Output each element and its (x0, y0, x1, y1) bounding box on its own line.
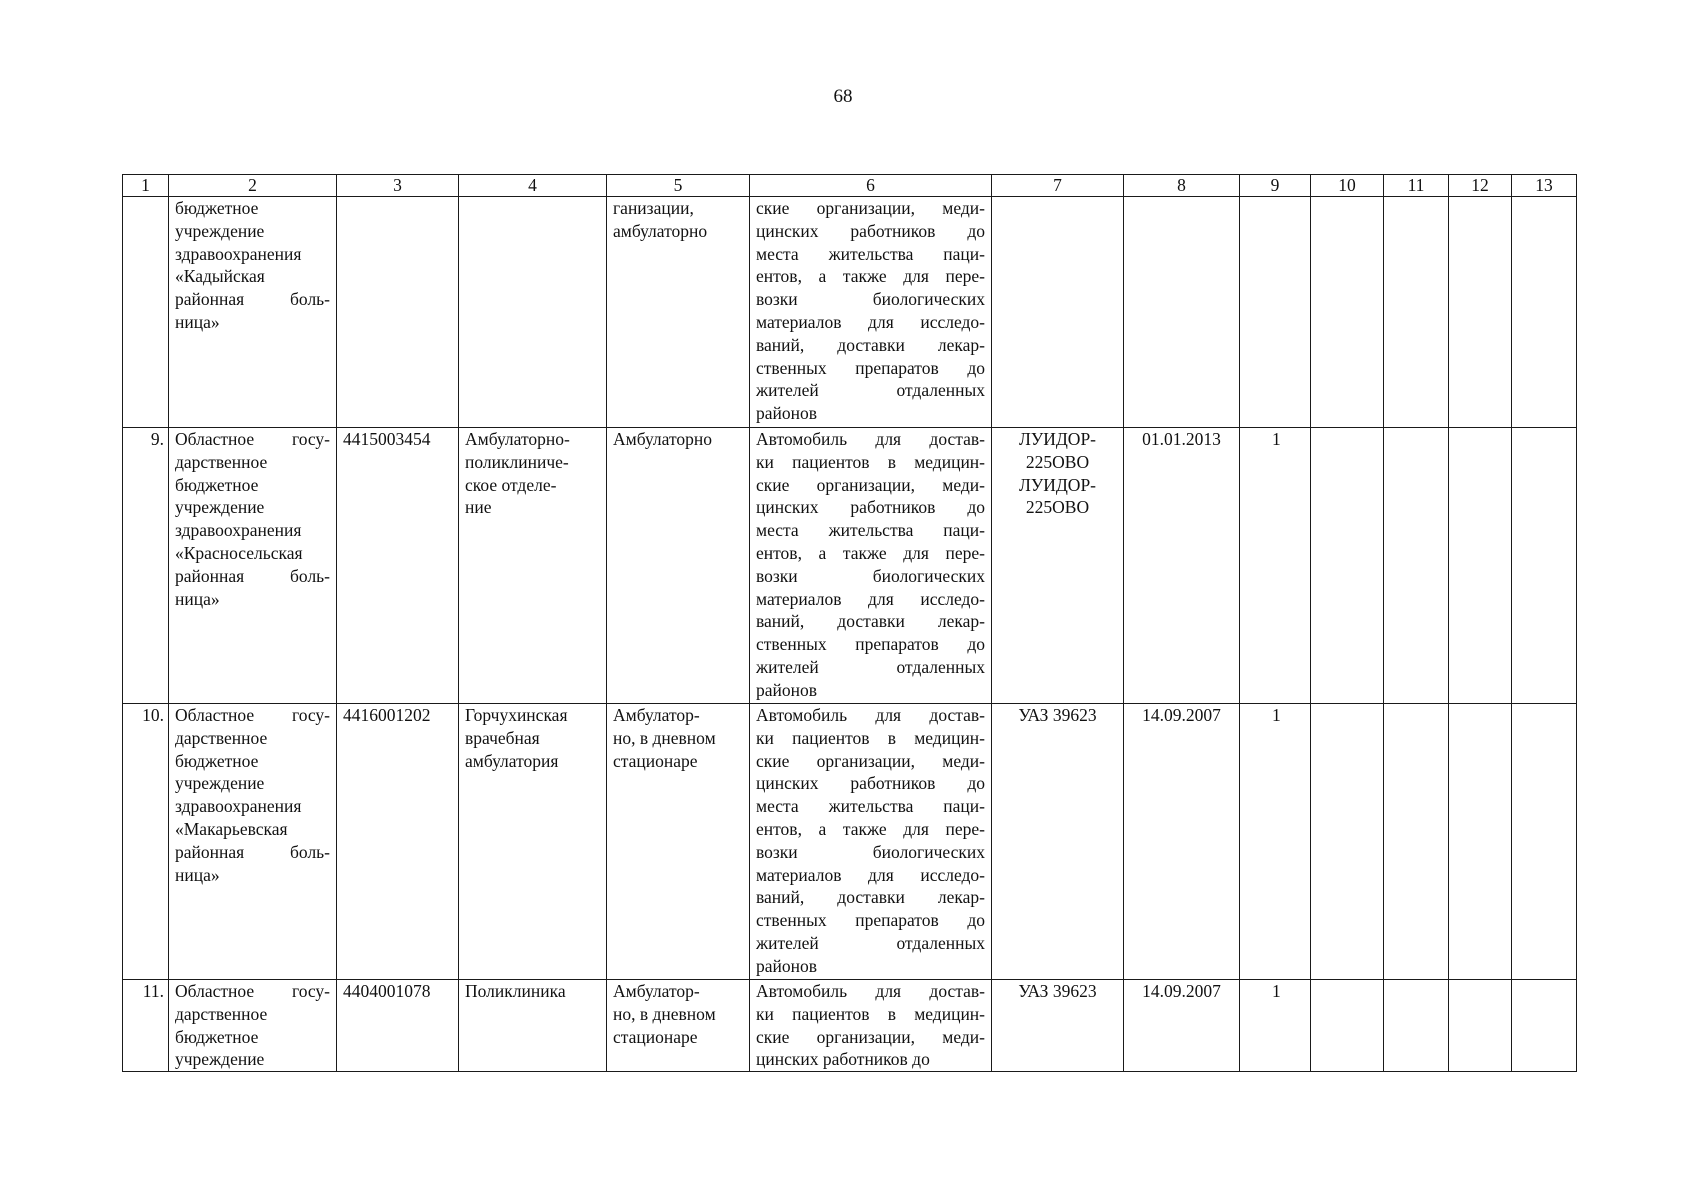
purpose-cell-line: ентов, а также для пере- (756, 266, 985, 287)
empty-cell (1384, 428, 1449, 704)
department-cell-line: амбулатория (465, 750, 559, 771)
organization-cell-line: бюджетное (175, 198, 259, 218)
purpose-cell-line: ские организации, меди- (756, 198, 985, 218)
vehicle-registry-table (122, 174, 1577, 1072)
count-cell-text: 1 (1272, 705, 1281, 725)
row-number-cell-text: 9. (150, 429, 164, 449)
empty-cell (1449, 704, 1512, 980)
department-cell (459, 980, 607, 1072)
purpose-cell-line: ские организации, меди- (756, 750, 985, 771)
column-number-header-row (123, 175, 1577, 197)
organization-cell (169, 428, 337, 704)
table-row (123, 704, 1577, 980)
purpose-cell-line: материалов для исследо- (756, 311, 985, 332)
column-number-header: 5 (607, 175, 750, 197)
organization-cell-line: районная боль- (175, 565, 330, 586)
organization-cell (169, 197, 337, 428)
vehicle-model-cell (992, 980, 1124, 1072)
conditions-cell-line: но, в дневном (613, 1003, 716, 1024)
empty-cell (1384, 197, 1449, 428)
organization-cell-line: «Кадыйская (175, 266, 265, 287)
purpose-cell-line: Автомобиль для достав- (756, 705, 985, 725)
purpose-cell (750, 980, 992, 1072)
conditions-cell (607, 428, 750, 704)
organization-cell-line: дарственное (175, 1003, 268, 1024)
organization-cell-line: Областное госу- (175, 429, 330, 449)
column-number-header: 9 (1240, 175, 1311, 197)
empty-cell (1311, 428, 1384, 704)
conditions-cell-line: Амбулаторно (613, 429, 713, 449)
organization-cell-line: учреждение (175, 497, 265, 518)
row-number-cell-text: 10. (142, 705, 164, 725)
organization-cell-line: ница» (175, 864, 220, 885)
purpose-cell-line: районов (756, 403, 818, 424)
vehicle-model-cell-line: 225ОВО (1025, 497, 1090, 518)
conditions-cell-line: амбулаторно (613, 220, 708, 241)
purpose-cell-line: Автомобиль для достав- (756, 429, 985, 449)
inn-cell-text: 4415003454 (343, 429, 431, 449)
vehicle-model-cell (992, 197, 1124, 428)
row-number-cell (123, 197, 169, 428)
purpose-cell-line: ентов, а также для пере- (756, 542, 985, 563)
purpose-cell (750, 428, 992, 704)
conditions-cell-line: ганизации, (613, 198, 694, 218)
purpose-cell-line: материалов для исследо- (756, 864, 985, 885)
row-number-cell (123, 428, 169, 704)
vehicle-model-cell-line: УАЗ 39623 (1018, 705, 1097, 725)
date-cell (1124, 428, 1240, 704)
purpose-cell-line: места жительства паци- (756, 520, 985, 541)
empty-cell (1311, 704, 1384, 980)
purpose-cell-line: места жительства паци- (756, 796, 985, 817)
inn-cell-text: 4416001202 (343, 705, 431, 725)
purpose-cell-line: ваний, доставки лекар- (756, 887, 985, 908)
department-cell (459, 197, 607, 428)
empty-cell (1311, 980, 1384, 1072)
department-cell-line: поликлиниче- (465, 451, 569, 472)
organization-cell-line: «Красносельская (175, 542, 303, 563)
count-cell-text: 1 (1272, 981, 1281, 1001)
inn-cell (337, 980, 459, 1072)
date-cell-text: 14.09.2007 (1142, 981, 1221, 1001)
empty-cell (1512, 428, 1577, 704)
purpose-cell-line: районов (756, 955, 818, 976)
purpose-cell (750, 197, 992, 428)
page-number: 68 (833, 86, 853, 107)
conditions-cell-line: но, в дневном (613, 727, 716, 748)
purpose-cell (750, 704, 992, 980)
purpose-cell-line: ские организации, меди- (756, 474, 985, 495)
purpose-cell-line: ки пациентов в медицин- (756, 727, 985, 748)
department-cell-line: Амбулаторно- (465, 429, 570, 449)
column-number-header: 13 (1512, 175, 1577, 197)
organization-cell-line: дарственное (175, 451, 268, 472)
vehicle-model-cell (992, 428, 1124, 704)
vehicle-model-cell-line: ЛУИДОР- (1018, 429, 1097, 449)
column-number-header: 8 (1124, 175, 1240, 197)
column-number-header: 2 (169, 175, 337, 197)
organization-cell-line: районная боль- (175, 841, 330, 862)
department-cell (459, 428, 607, 704)
organization-cell-line: «Макарьевская (175, 818, 288, 839)
inn-cell (337, 428, 459, 704)
conditions-cell (607, 704, 750, 980)
organization-cell-line: здравоохранения (175, 796, 302, 817)
date-cell (1124, 197, 1240, 428)
date-cell (1124, 980, 1240, 1072)
empty-cell (1512, 704, 1577, 980)
purpose-cell-line: цинских работников до (756, 220, 985, 241)
organization-cell-line: здравоохранения (175, 520, 302, 541)
purpose-cell-line: возки биологических (756, 841, 985, 862)
purpose-cell-line: жителей отдаленных (756, 932, 985, 953)
organization-cell (169, 704, 337, 980)
vehicle-model-cell-line: ЛУИДОР- (1018, 474, 1097, 495)
vehicle-model-cell-line: УАЗ 39623 (1018, 981, 1097, 1001)
conditions-cell-line: стационаре (613, 750, 698, 771)
department-cell-line: Поликлиника (465, 981, 566, 1001)
organization-cell-line: учреждение (175, 220, 265, 241)
row-number-cell (123, 980, 169, 1072)
purpose-cell-line: места жительства паци- (756, 243, 985, 264)
organization-cell-line: ница» (175, 588, 220, 609)
purpose-cell-line: возки биологических (756, 289, 985, 310)
table-row (123, 197, 1577, 428)
table-row (123, 980, 1577, 1072)
empty-cell (1449, 980, 1512, 1072)
date-cell-text: 14.09.2007 (1142, 705, 1221, 725)
purpose-cell-line: жителей отдаленных (756, 380, 985, 401)
empty-cell (1311, 197, 1384, 428)
purpose-cell-line: Автомобиль для достав- (756, 981, 985, 1001)
column-number-header: 1 (123, 175, 169, 197)
purpose-cell-line: ственных препаратов до (756, 357, 985, 378)
column-number-header: 4 (459, 175, 607, 197)
department-cell-line: Горчухинская (465, 705, 568, 725)
column-number-header: 3 (337, 175, 459, 197)
empty-cell (1384, 980, 1449, 1072)
purpose-cell-line: ственных препаратов до (756, 910, 985, 931)
conditions-cell (607, 197, 750, 428)
purpose-cell-line: ваний, доставки лекар- (756, 334, 985, 355)
vehicle-model-cell-line: 225ОВО (1025, 451, 1090, 472)
row-number-cell-text: 11. (142, 981, 164, 1001)
column-number-header: 7 (992, 175, 1124, 197)
empty-cell (1449, 197, 1512, 428)
purpose-cell-line: районов (756, 679, 818, 700)
inn-cell (337, 704, 459, 980)
row-number-cell (123, 704, 169, 980)
count-cell (1240, 197, 1311, 428)
column-number-header: 11 (1384, 175, 1449, 197)
department-cell-line: ние (465, 497, 492, 518)
purpose-cell-line: ки пациентов в медицин- (756, 451, 985, 472)
empty-cell (1512, 980, 1577, 1072)
organization-cell-line: бюджетное (175, 474, 259, 495)
purpose-cell-line: жителей отдаленных (756, 656, 985, 677)
vehicle-model-cell (992, 704, 1124, 980)
purpose-cell-line: цинских работников до (756, 1049, 930, 1070)
organization-cell (169, 980, 337, 1072)
purpose-cell-line: ентов, а также для пере- (756, 818, 985, 839)
organization-cell-line: ница» (175, 311, 220, 332)
purpose-cell-line: ственных препаратов до (756, 634, 985, 655)
table-row (123, 428, 1577, 704)
empty-cell (1449, 428, 1512, 704)
organization-cell-line: здравоохранения (175, 243, 302, 264)
purpose-cell-line: возки биологических (756, 565, 985, 586)
organization-cell-line: бюджетное (175, 750, 259, 771)
empty-cell (1512, 197, 1577, 428)
column-number-header: 6 (750, 175, 992, 197)
column-number-header: 10 (1311, 175, 1384, 197)
organization-cell-line: бюджетное (175, 1026, 259, 1047)
purpose-cell-line: ки пациентов в медицин- (756, 1003, 985, 1024)
count-cell (1240, 428, 1311, 704)
inn-cell (337, 197, 459, 428)
date-cell-text: 01.01.2013 (1142, 429, 1221, 449)
purpose-cell-line: материалов для исследо- (756, 588, 985, 609)
conditions-cell (607, 980, 750, 1072)
empty-cell (1384, 704, 1449, 980)
count-cell (1240, 704, 1311, 980)
organization-cell-line: учреждение (175, 1049, 265, 1070)
count-cell (1240, 980, 1311, 1072)
count-cell-text: 1 (1272, 429, 1281, 449)
department-cell (459, 704, 607, 980)
department-cell-line: врачебная (465, 727, 540, 748)
department-cell-line: ское отделе- (465, 474, 557, 495)
purpose-cell-line: цинских работников до (756, 497, 985, 518)
organization-cell-line: районная боль- (175, 289, 330, 310)
conditions-cell-line: Амбулатор- (613, 705, 700, 725)
column-number-header: 12 (1449, 175, 1512, 197)
conditions-cell-line: стационаре (613, 1026, 698, 1047)
purpose-cell-line: цинских работников до (756, 773, 985, 794)
inn-cell-text: 4404001078 (343, 981, 431, 1001)
purpose-cell-line: ские организации, меди- (756, 1026, 985, 1047)
date-cell (1124, 704, 1240, 980)
organization-cell-line: дарственное (175, 727, 268, 748)
organization-cell-line: Областное госу- (175, 981, 330, 1001)
conditions-cell-line: Амбулатор- (613, 981, 700, 1001)
organization-cell-line: Областное госу- (175, 705, 330, 725)
purpose-cell-line: ваний, доставки лекар- (756, 611, 985, 632)
organization-cell-line: учреждение (175, 773, 265, 794)
